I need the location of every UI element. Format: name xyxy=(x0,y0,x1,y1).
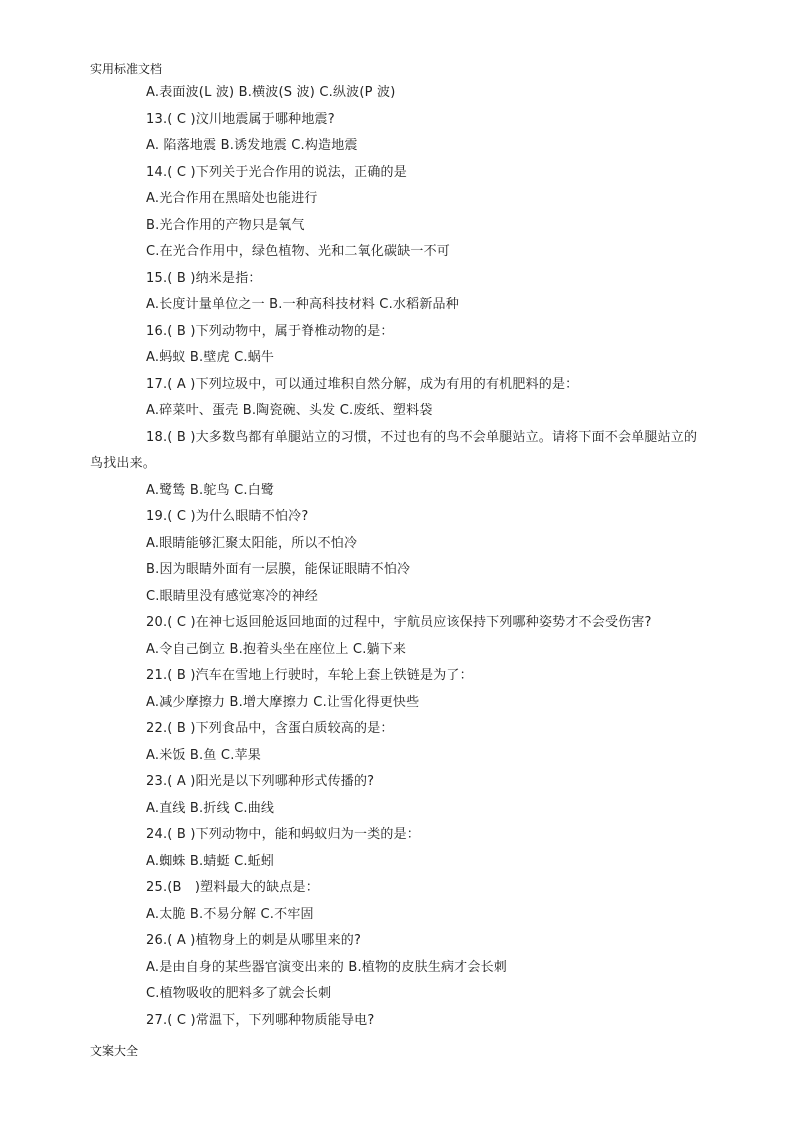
options-20: A.令自己倒立 B.抱着头坐在座位上 C.躺下来 xyxy=(146,641,407,657)
question-27: 27.( C )常温下，下列哪种物质能导电? xyxy=(146,1012,375,1028)
option-19b: B.因为眼睛外面有一层膜，能保证眼睛不怕冷 xyxy=(146,562,411,577)
options-17: A.碎菜叶、蛋壳 B.陶瓷碗、头发 C.废纸、塑料袋 xyxy=(146,403,433,418)
option-19a: A.眼睛能够汇聚太阳能，所以不怕冷 xyxy=(146,535,358,551)
question-20: 20.( C )在神七返回舱返回地面的过程中，宇航员应该保持下列哪种姿势才不会受伤害? xyxy=(146,615,652,630)
option-14c: C.在光合作用中，绿色植物、光和二氧化碳缺一不可 xyxy=(146,244,451,259)
question-26: 26.( A )植物身上的刺是从哪里来的? xyxy=(146,933,362,948)
question-25: 25.(B )塑料最大的缺点是： xyxy=(146,880,319,895)
options-15: A.长度计量单位之一 B.一种高科技材料 C.水稻新品种 xyxy=(146,297,459,312)
options-18: A.鹭鸶 B.鸵鸟 C.白鹭 xyxy=(146,482,275,498)
options-23: A.直线 B.折线 C.曲线 xyxy=(146,800,275,816)
question-17: 17.( A )下列垃圾中，可以通过堆积自然分解，成为有用的有机肥料的是： xyxy=(146,376,579,392)
option-19c: C.眼睛里没有感觉寒冷的神经 xyxy=(146,588,319,604)
question-22: 22.( B )下列食品中，含蛋白质较高的是： xyxy=(146,721,394,736)
question-18: 18.( B )大多数鸟都有单腿站立的习惯，不过也有的鸟不会单腿站立。请将下面不会单腿站立的 xyxy=(146,429,698,445)
question-16: 16.( B )下列动物中，属于脊椎动物的是： xyxy=(146,323,394,339)
question-19: 19.( C )为什么眼睛不怕冷? xyxy=(146,509,309,524)
options-16: A.蚂蚁 B.壁虎 C.蜗牛 xyxy=(146,350,275,365)
question-15: 15.( B )纳米是指： xyxy=(146,270,262,286)
options-13: A. 陷落地震 B.诱发地震 C.构造地震 xyxy=(146,138,358,153)
option-14b: B.光合作用的产物只是氧气 xyxy=(146,217,305,233)
question-23: 23.( A )阳光是以下列哪种形式传播的? xyxy=(146,774,375,789)
option-26c: C.植物吸收的肥料多了就会长刺 xyxy=(146,986,332,1001)
option-14a: A.光合作用在黑暗处也能进行 xyxy=(146,191,318,206)
options-26: A.是由自身的某些器官演变出来的 B.植物的皮肤生病才会长刺 xyxy=(146,959,507,975)
question-24: 24.( B )下列动物中，能和蚂蚁归为一类的是： xyxy=(146,827,421,842)
document-body xyxy=(90,80,740,1034)
options-25: A.太脆 B.不易分解 C.不牢固 xyxy=(146,906,314,922)
question-13: 13.( C )汶川地震属于哪种地震? xyxy=(146,111,335,127)
question-14: 14.( C )下列关于光合作用的说法，正确的是 xyxy=(146,164,407,180)
text-line: A.表面波(L 波) B.横波(S 波) C.纵波(P 波) xyxy=(146,85,396,100)
page-header: 实用标准文档 xyxy=(90,62,163,76)
options-24: A.蜘蛛 B.蜻蜓 C.蚯蚓 xyxy=(146,853,275,869)
options-21: A.减少摩擦力 B.增大摩擦力 C.让雪化得更快些 xyxy=(146,694,420,710)
question-18-continued: 鸟找出来。 xyxy=(90,456,157,471)
page-footer: 文案大全 xyxy=(90,1044,139,1058)
options-22: A.米饭 B.鱼 C.苹果 xyxy=(146,747,261,763)
question-21: 21.( B )汽车在雪地上行驶时，车轮上套上铁链是为了： xyxy=(146,668,473,683)
